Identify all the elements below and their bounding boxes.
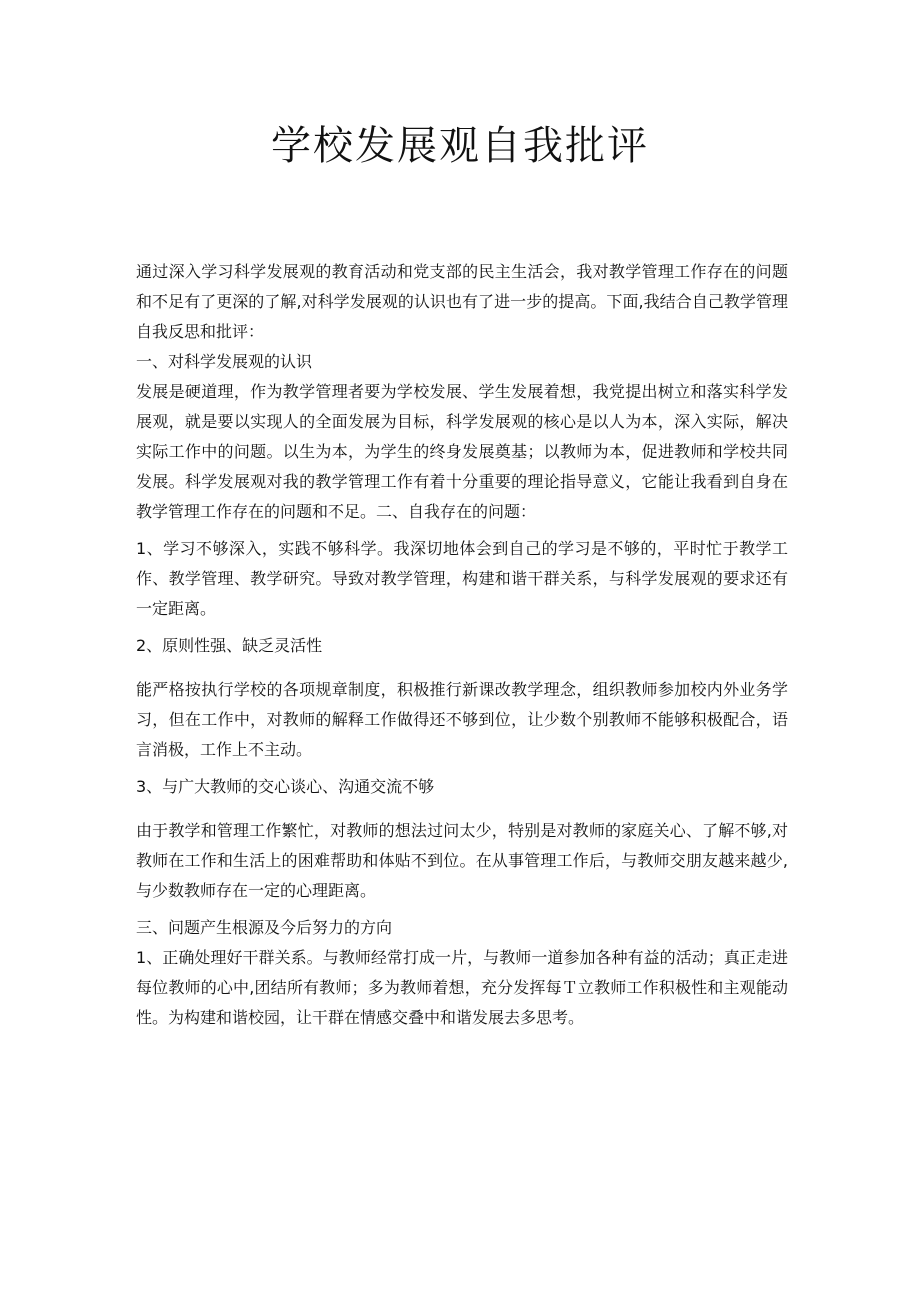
issue-1-paragraph: 1、学习不够深入，实践不够科学。我深切地体会到自己的学习是不够的，平时忙于教学工作、教学管理、教学研究。导致对教学管理，构建和谐干群关系，与科学发展观的要求还有一定距离。 (136, 539, 788, 618)
issue-3-heading: 3、与广大教师的交心谈心、沟通交流不够 (136, 777, 435, 796)
section-heading-1: 一、对科学发展观的认识 (136, 352, 313, 371)
direction-1-paragraph: 1、正确处理好干群关系。与教师经常打成一片，与教师一道参加各种有益的活动；真正走进每位教师的心中,团结所有教师；多为教师着想，充分发挥每Ｔ立教师工作积极性和主观能动性。为构建和谐校园，让干群在情感交叠中和谐发展去多思考。 (136, 948, 788, 1027)
section-heading-3: 三、问题产生根源及今后努力的方向 (136, 918, 393, 937)
document-body (136, 257, 788, 1040)
intro-paragraph: 通过深入学习科学发展观的教育活动和党支部的民主生活会，我对教学管理工作存在的问题和不足有了更深的了解,对科学发展观的认识也有了进一步的提高。下面,我结合自己教学管理自我反思和批评： (136, 262, 788, 341)
document-title: 学校发展观自我批评 (271, 123, 649, 169)
section-1-paragraph: 发展是硬道理，作为教学管理者要为学校发展、学生发展着想，我党提出树立和落实科学发展观，就是要以实现人的全面发展为目标，科学发展观的核心是以人为本，深入实际，解决实际工作中的问题。以生为本，为学生的终身发展奠基；以教师为本，促进教师和学校共同发展。科学发展观对我的教学管理工作有着十分重要的理论指导意义，它能让我看到自身在教学管理工作存在的问题和不足。二、自我存在的问题： (136, 382, 788, 521)
issue-2-paragraph: 能严格按执行学校的各项规章制度，积极推行新课改教学理念，组织教师参加校内外业务学习，但在工作中，对教师的解释工作做得还不够到位，让少数个别教师不能够积极配合，语言消极，工作上不主动。 (136, 680, 788, 759)
issue-2-heading: 2、原则性强、缺乏灵活性 (136, 636, 323, 655)
issue-3-paragraph: 由于教学和管理工作繁忙，对教师的想法过问太少，特别是对教师的家庭关心、了解不够,对教师在工作和生活上的困难帮助和体贴不到位。在从事管理工作后，与教师交朋友越来越少,与少数教师存在一定的心理距离。 (136, 821, 788, 900)
